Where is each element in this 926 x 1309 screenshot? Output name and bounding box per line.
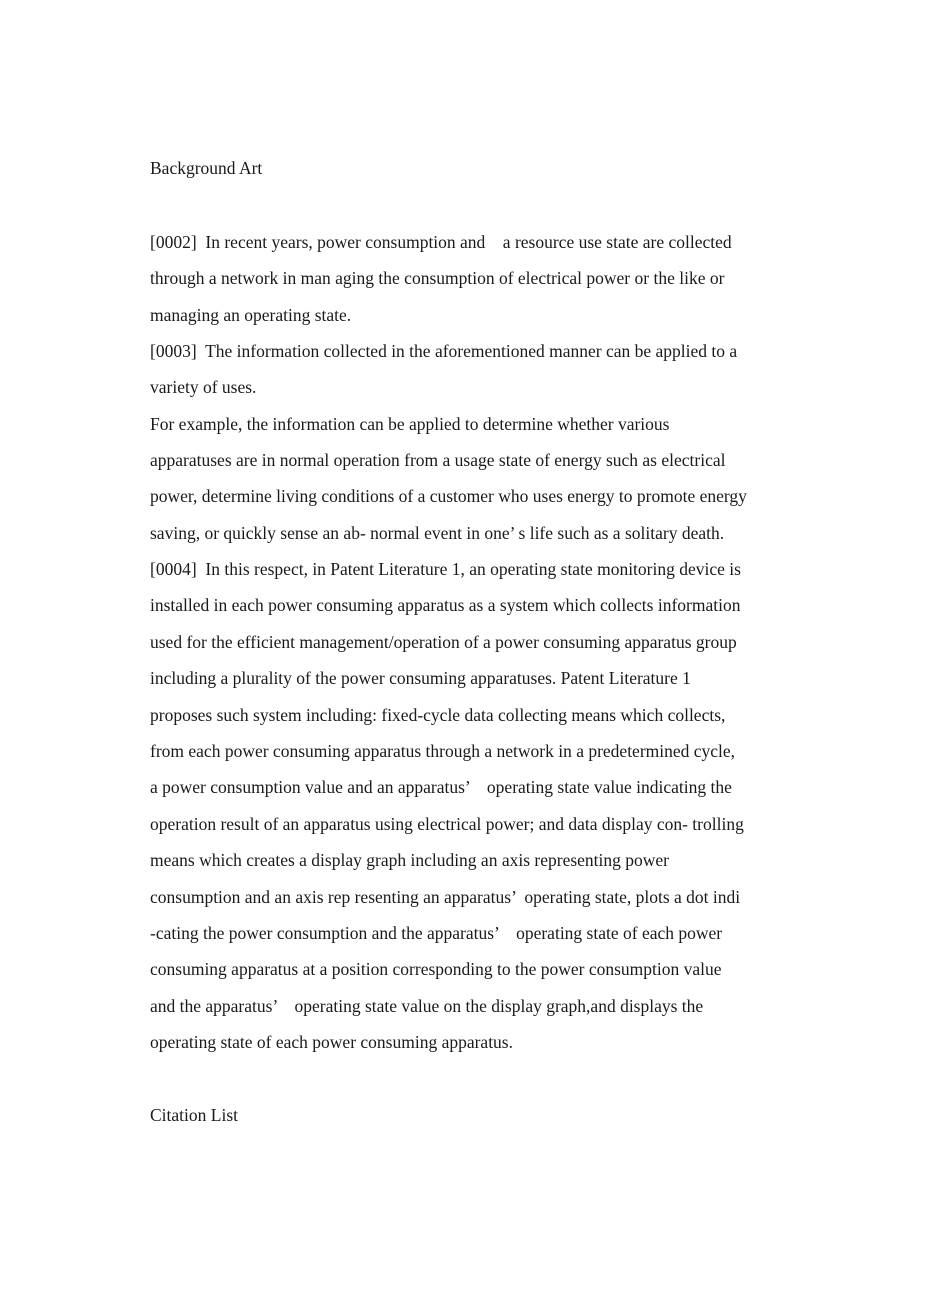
paragraph-line: managing an operating state. [150,305,352,325]
paragraph-line: power, determine living conditions of a customer who uses energy to promote energy [150,486,747,506]
section-heading-citation-list: Citation List [150,1105,238,1125]
paragraph-line: a power consumption value and an apparatus’ operating state value indicating the [150,777,732,797]
paragraph-line: used for the efficient management/operation of a power consuming apparatus group [150,632,737,652]
paragraph-line: from each power consuming apparatus through a network in a predetermined cycle, [150,741,736,761]
paragraph-line: including a plurality of the power consuming apparatuses. Patent Literature 1 [150,668,691,688]
paragraph-line: -cating the power consumption and the apparatus’ operating state of each power [150,923,723,943]
paragraph-line: installed in each power consuming apparatus as a system which collects information [150,595,741,615]
paragraph-line: operation result of an apparatus using electrical power; and data display con- trolling [150,814,744,834]
paragraph-line: saving, or quickly sense an ab- normal event in one’ s life such as a solitary death. [150,523,725,543]
paragraph-line: consumption and an axis rep resenting an apparatus’ operating state, plots a dot indi [150,887,741,907]
paragraph-line: consuming apparatus at a position corresponding to the power consumption value [150,959,722,979]
paragraph-line: variety of uses. [150,377,257,397]
paragraph-line: For example, the information can be applied to determine whether various [150,414,670,434]
paragraph-line: apparatuses are in normal operation from a usage state of energy such as electrical [150,450,726,470]
paragraph-line: operating state of each power consuming apparatus. [150,1032,513,1052]
section-heading-background-art: Background Art [150,158,263,178]
paragraph-line: and the apparatus’ operating state value on the display graph,and displays the [150,996,704,1016]
paragraph-line: through a network in man aging the consumption of electrical power or the like or [150,268,725,288]
paragraph-line: proposes such system including: fixed-cycle data collecting means which collects, [150,705,726,725]
paragraph-line: [0002] In recent years, power consumption and a resource use state are collected [150,232,732,252]
paragraph-line: [0003] The information collected in the aforementioned manner can be applied to a [150,341,738,361]
paragraph-line: [0004] In this respect, in Patent Literature 1, an operating state monitoring device is [150,559,741,579]
paragraph-line: means which creates a display graph including an axis representing power [150,850,669,870]
